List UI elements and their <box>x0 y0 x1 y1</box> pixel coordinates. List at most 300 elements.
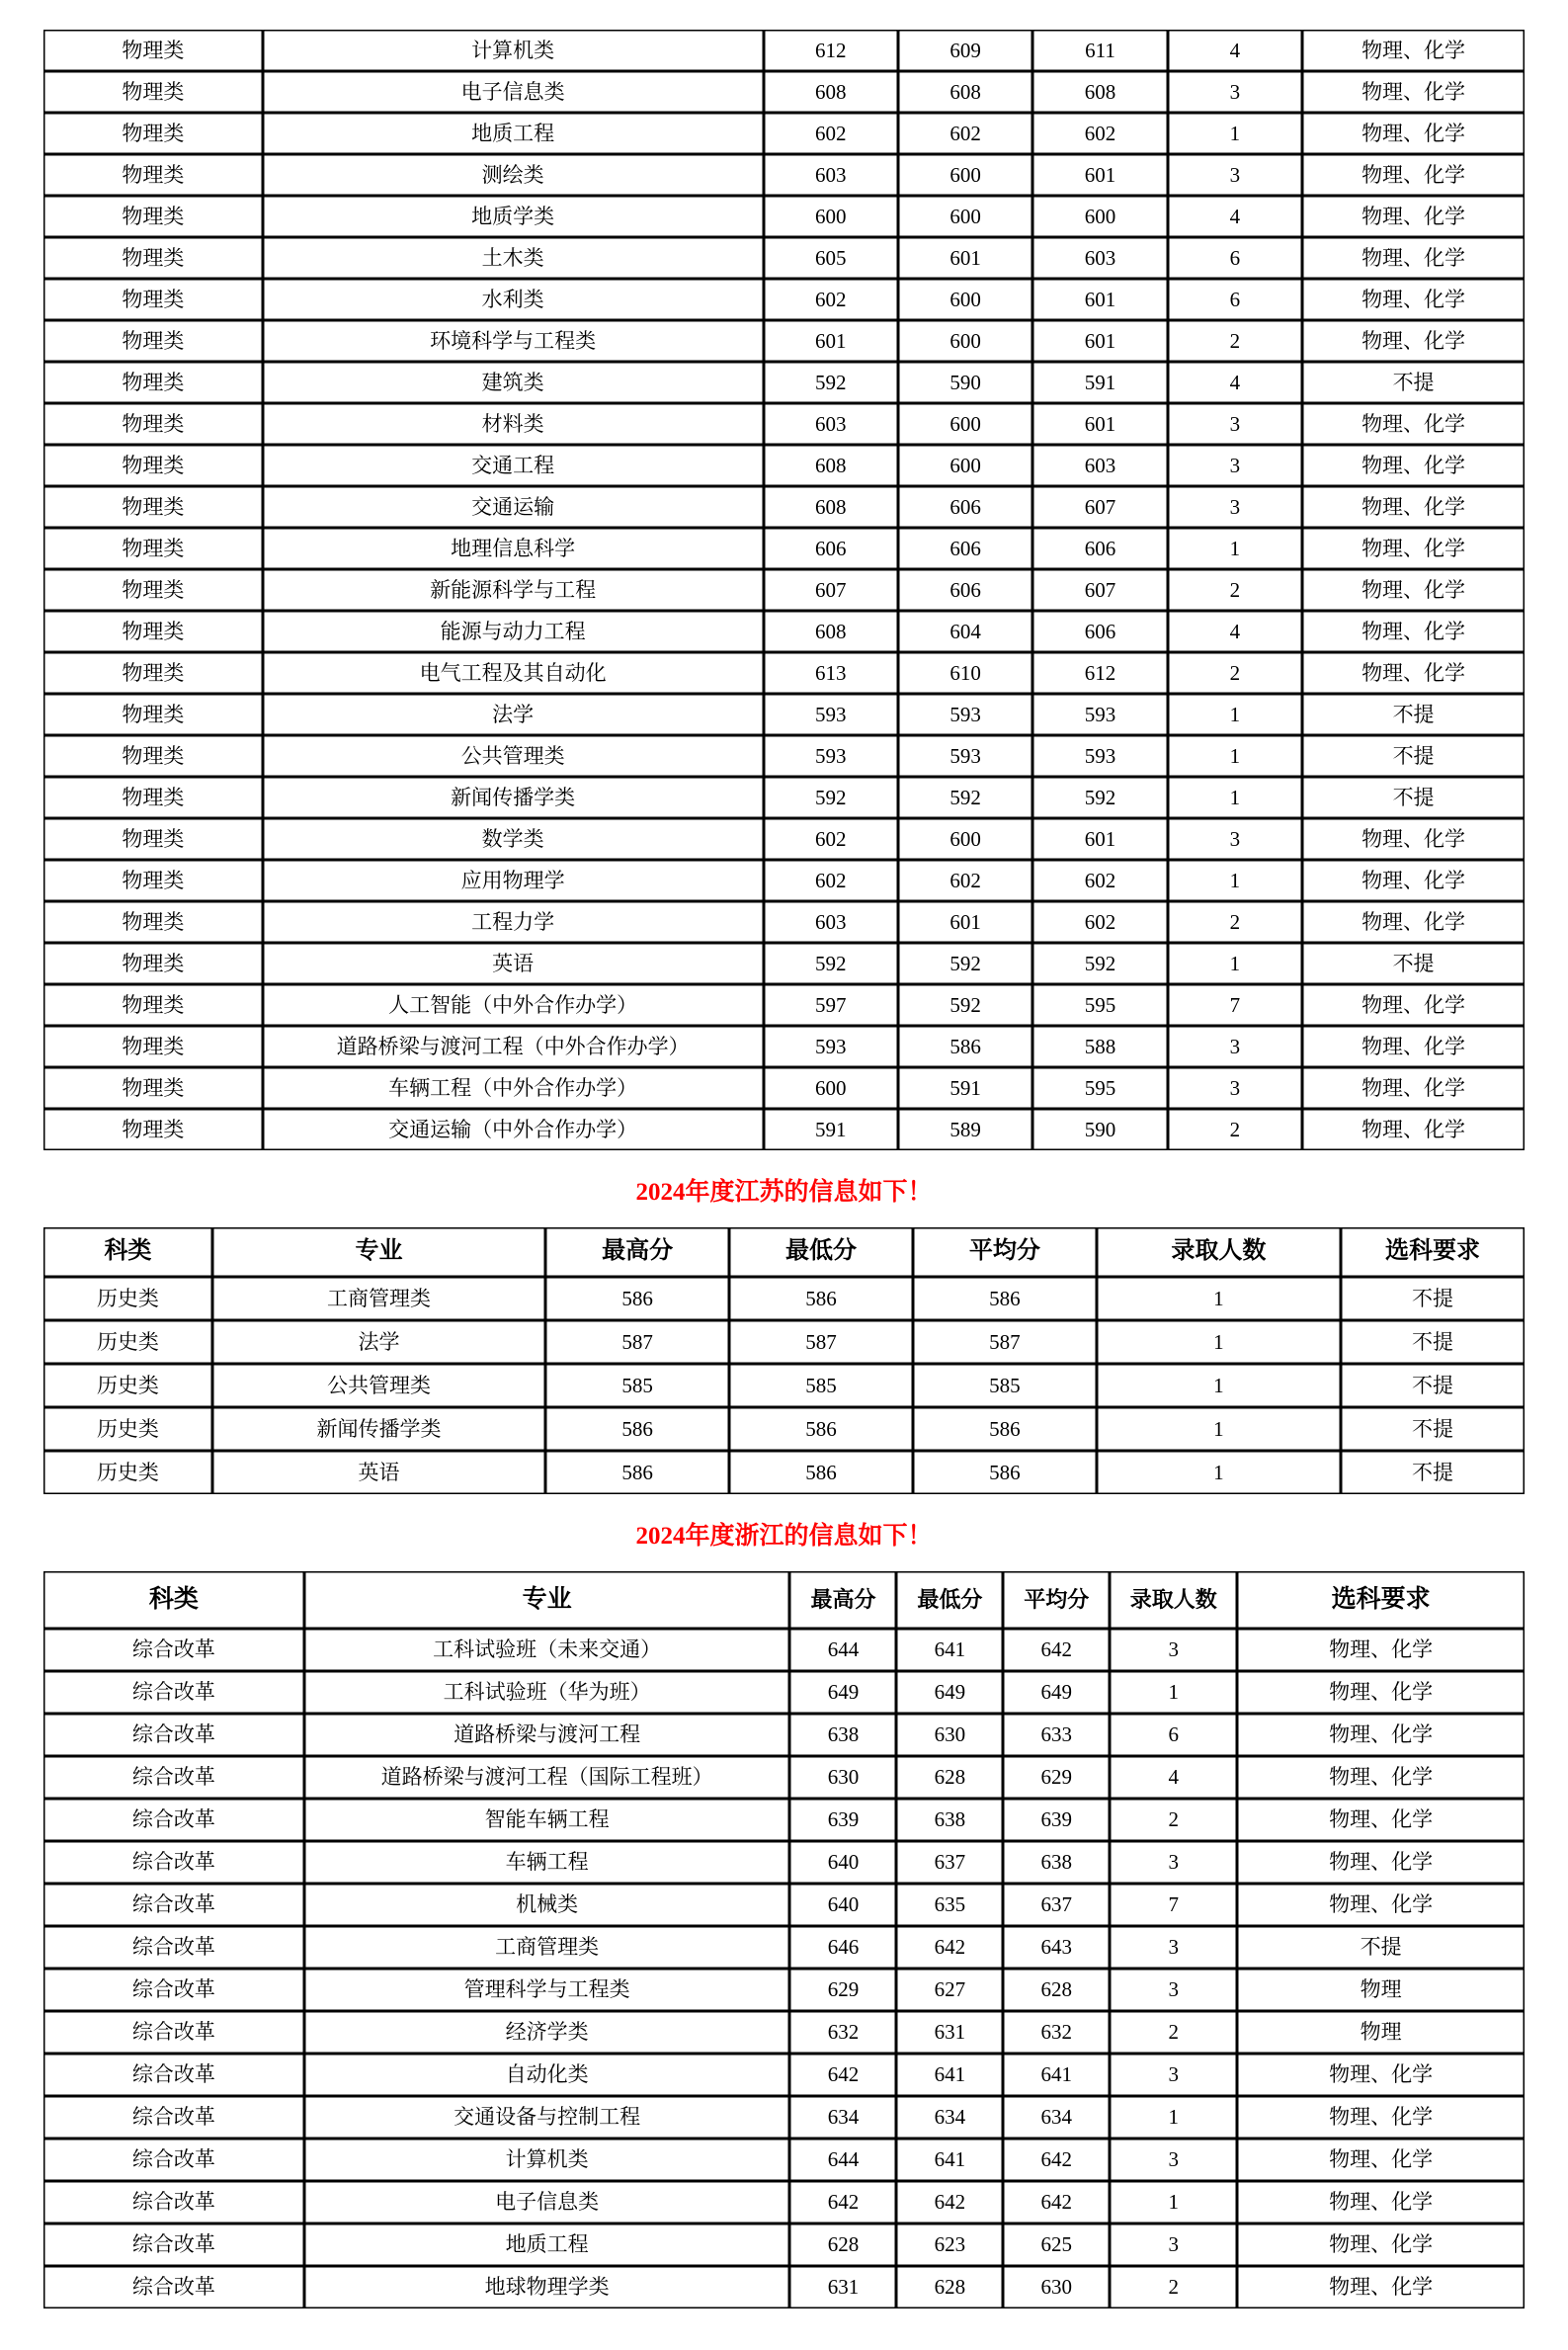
column-header-min: 最低分 <box>729 1227 913 1277</box>
cell-avg: 587 <box>913 1320 1097 1364</box>
cell-num: 1 <box>1168 860 1302 901</box>
cell-min: 592 <box>898 984 1032 1026</box>
cell-num: 3 <box>1168 486 1302 528</box>
cell-avg: 642 <box>1003 2139 1110 2181</box>
cell-kelei: 物理类 <box>43 652 263 694</box>
cell-kelei: 物理类 <box>43 901 263 943</box>
cell-zhuanye: 电子信息类 <box>304 2181 790 2224</box>
cell-max: 642 <box>789 2054 896 2096</box>
cell-req: 物理、化学 <box>1302 569 1525 611</box>
column-header-zhuanye: 专业 <box>212 1227 545 1277</box>
table-row <box>43 1026 1525 1067</box>
cell-kelei: 物理类 <box>43 777 263 818</box>
cell-kelei: 物理类 <box>43 528 263 569</box>
cell-max: 603 <box>764 154 898 196</box>
cell-max: 586 <box>545 1407 729 1451</box>
cell-kelei: 物理类 <box>43 486 263 528</box>
cell-zhuanye: 应用物理学 <box>263 860 764 901</box>
table-row <box>43 1109 1525 1150</box>
cell-zhuanye: 车辆工程（中外合作办学） <box>263 1067 764 1109</box>
cell-kelei: 物理类 <box>43 320 263 362</box>
cell-req: 物理、化学 <box>1237 2054 1525 2096</box>
cell-num: 2 <box>1168 320 1302 362</box>
cell-zhuanye: 管理科学与工程类 <box>304 1969 790 2011</box>
table-row <box>43 362 1525 403</box>
cell-kelei: 综合改革 <box>43 1671 304 1714</box>
cell-req: 物理、化学 <box>1237 1799 1525 1841</box>
cell-zhuanye: 交通工程 <box>263 445 764 486</box>
cell-kelei: 物理类 <box>43 279 263 320</box>
cell-num: 1 <box>1168 528 1302 569</box>
cell-avg: 607 <box>1032 486 1167 528</box>
cell-avg: 602 <box>1032 860 1167 901</box>
cell-num: 2 <box>1168 569 1302 611</box>
table-row <box>43 1756 1525 1799</box>
cell-num: 1 <box>1168 777 1302 818</box>
cell-kelei: 物理类 <box>43 113 263 154</box>
cell-kelei: 物理类 <box>43 735 263 777</box>
cell-kelei: 综合改革 <box>43 1629 304 1671</box>
cell-req: 不提 <box>1341 1364 1525 1407</box>
cell-req: 物理、化学 <box>1302 611 1525 652</box>
cell-avg: 593 <box>1032 735 1167 777</box>
cell-kelei: 物理类 <box>43 1026 263 1067</box>
cell-max: 639 <box>789 1799 896 1841</box>
cell-avg: 593 <box>1032 694 1167 735</box>
cell-num: 3 <box>1110 1969 1237 2011</box>
table-row <box>43 860 1525 901</box>
table-row <box>43 1926 1525 1969</box>
table-row <box>43 2181 1525 2224</box>
table-row <box>43 445 1525 486</box>
cell-zhuanye: 英语 <box>263 943 764 984</box>
cell-kelei: 物理类 <box>43 1109 263 1150</box>
cell-min: 604 <box>898 611 1032 652</box>
cell-avg: 590 <box>1032 1109 1167 1150</box>
table-row <box>43 279 1525 320</box>
cell-min: 606 <box>898 486 1032 528</box>
table-row <box>43 569 1525 611</box>
cell-min: 600 <box>898 154 1032 196</box>
cell-avg: 591 <box>1032 362 1167 403</box>
cell-kelei: 综合改革 <box>43 1714 304 1756</box>
cell-num: 4 <box>1168 611 1302 652</box>
cell-max: 597 <box>764 984 898 1026</box>
cell-zhuanye: 法学 <box>263 694 764 735</box>
cell-max: 608 <box>764 486 898 528</box>
cell-min: 627 <box>896 1969 1003 2011</box>
cell-max: 628 <box>789 2224 896 2266</box>
cell-kelei: 综合改革 <box>43 1841 304 1884</box>
cell-zhuanye: 道路桥梁与渡河工程（国际工程班） <box>304 1756 790 1799</box>
column-header-req: 选科要求 <box>1237 1571 1525 1629</box>
cell-zhuanye: 测绘类 <box>263 154 764 196</box>
cell-num: 3 <box>1168 71 1302 113</box>
cell-num: 4 <box>1168 362 1302 403</box>
cell-min: 600 <box>898 445 1032 486</box>
cell-avg: 585 <box>913 1364 1097 1407</box>
table-row <box>43 1320 1525 1364</box>
cell-num: 3 <box>1168 818 1302 860</box>
cell-kelei: 物理类 <box>43 611 263 652</box>
cell-kelei: 物理类 <box>43 569 263 611</box>
cell-kelei: 物理类 <box>43 196 263 237</box>
cell-kelei: 综合改革 <box>43 2266 304 2308</box>
cell-zhuanye: 水利类 <box>263 279 764 320</box>
cell-avg: 595 <box>1032 984 1167 1026</box>
cell-req: 物理、化学 <box>1302 71 1525 113</box>
cell-max: 600 <box>764 196 898 237</box>
cell-avg: 586 <box>913 1277 1097 1320</box>
cell-req: 物理、化学 <box>1302 279 1525 320</box>
cell-avg: 607 <box>1032 569 1167 611</box>
cell-min: 600 <box>898 279 1032 320</box>
cell-avg: 595 <box>1032 1067 1167 1109</box>
cell-req: 不提 <box>1302 943 1525 984</box>
table-row <box>43 1277 1525 1320</box>
cell-zhuanye: 地质学类 <box>263 196 764 237</box>
cell-avg: 592 <box>1032 777 1167 818</box>
cell-min: 600 <box>898 403 1032 445</box>
cell-avg: 634 <box>1003 2096 1110 2139</box>
jiangsu-admission-table <box>43 1227 1525 1494</box>
cell-req: 物理 <box>1237 2011 1525 2054</box>
cell-zhuanye: 环境科学与工程类 <box>263 320 764 362</box>
cell-avg: 611 <box>1032 30 1167 71</box>
cell-req: 不提 <box>1302 735 1525 777</box>
cell-kelei: 物理类 <box>43 30 263 71</box>
cell-max: 592 <box>764 777 898 818</box>
cell-num: 6 <box>1110 1714 1237 1756</box>
column-header-num: 录取人数 <box>1097 1227 1341 1277</box>
cell-zhuanye: 地质工程 <box>304 2224 790 2266</box>
table-row <box>43 2054 1525 2096</box>
cell-zhuanye: 英语 <box>212 1451 545 1494</box>
cell-req: 物理、化学 <box>1302 113 1525 154</box>
cell-zhuanye: 土木类 <box>263 237 764 279</box>
table-row <box>43 320 1525 362</box>
jiangsu-admission-table-wrapper <box>43 1227 1525 1494</box>
cell-min: 641 <box>896 2054 1003 2096</box>
cell-req: 物理、化学 <box>1302 984 1525 1026</box>
cell-zhuanye: 地球物理学类 <box>304 2266 790 2308</box>
table-row <box>43 71 1525 113</box>
cell-num: 2 <box>1110 1799 1237 1841</box>
cell-kelei: 综合改革 <box>43 2096 304 2139</box>
cell-zhuanye: 能源与动力工程 <box>263 611 764 652</box>
cell-min: 586 <box>729 1407 913 1451</box>
cell-zhuanye: 电气工程及其自动化 <box>263 652 764 694</box>
cell-req: 物理、化学 <box>1302 196 1525 237</box>
cell-max: 587 <box>545 1320 729 1364</box>
table-row <box>43 2266 1525 2308</box>
column-header-kelei: 科类 <box>43 1227 212 1277</box>
cell-req: 物理、化学 <box>1237 2139 1525 2181</box>
cell-max: 629 <box>789 1969 896 2011</box>
cell-avg: 637 <box>1003 1884 1110 1926</box>
cell-avg: 632 <box>1003 2011 1110 2054</box>
table-row <box>43 611 1525 652</box>
cell-kelei: 综合改革 <box>43 1799 304 1841</box>
cell-num: 3 <box>1110 1841 1237 1884</box>
cell-kelei: 综合改革 <box>43 2181 304 2224</box>
cell-min: 586 <box>898 1026 1032 1067</box>
cell-kelei: 综合改革 <box>43 2054 304 2096</box>
table-row <box>43 2011 1525 2054</box>
cell-req: 物理、化学 <box>1237 2266 1525 2308</box>
table-row <box>43 403 1525 445</box>
cell-num: 2 <box>1110 2011 1237 2054</box>
cell-min: 601 <box>898 237 1032 279</box>
cell-zhuanye: 车辆工程 <box>304 1841 790 1884</box>
cell-max: 585 <box>545 1364 729 1407</box>
cell-req: 物理、化学 <box>1302 818 1525 860</box>
zhejiang-table-head <box>43 1571 1525 1629</box>
cell-min: 637 <box>896 1841 1003 1884</box>
cell-req: 物理、化学 <box>1302 445 1525 486</box>
cell-max: 592 <box>764 943 898 984</box>
cell-max: 631 <box>789 2266 896 2308</box>
cell-req: 物理、化学 <box>1237 1671 1525 1714</box>
table-row <box>43 113 1525 154</box>
physics-admission-table-wrapper <box>43 30 1525 1150</box>
cell-kelei: 综合改革 <box>43 1969 304 2011</box>
cell-num: 1 <box>1110 1671 1237 1714</box>
cell-zhuanye: 材料类 <box>263 403 764 445</box>
table-row <box>43 901 1525 943</box>
column-header-max: 最高分 <box>545 1227 729 1277</box>
cell-min: 628 <box>896 1756 1003 1799</box>
cell-kelei: 综合改革 <box>43 2224 304 2266</box>
cell-req: 物理、化学 <box>1302 1026 1525 1067</box>
cell-zhuanye: 建筑类 <box>263 362 764 403</box>
cell-min: 606 <box>898 569 1032 611</box>
table-row <box>43 2224 1525 2266</box>
cell-kelei: 历史类 <box>43 1451 212 1494</box>
zhejiang-section-heading: 2024年度浙江的信息如下！ <box>635 1523 933 1550</box>
cell-min: 635 <box>896 1884 1003 1926</box>
table-row <box>43 30 1525 71</box>
physics-admission-table <box>43 30 1525 1150</box>
cell-zhuanye: 自动化类 <box>304 2054 790 2096</box>
cell-avg: 649 <box>1003 1671 1110 1714</box>
cell-avg: 606 <box>1032 528 1167 569</box>
cell-kelei: 物理类 <box>43 403 263 445</box>
cell-num: 1 <box>1097 1451 1341 1494</box>
column-header-min: 最低分 <box>896 1571 1003 1629</box>
table-row <box>43 1067 1525 1109</box>
cell-kelei: 物理类 <box>43 71 263 113</box>
cell-num: 1 <box>1097 1364 1341 1407</box>
column-header-max: 最高分 <box>789 1571 896 1629</box>
cell-kelei: 物理类 <box>43 984 263 1026</box>
cell-min: 592 <box>898 943 1032 984</box>
cell-max: 608 <box>764 611 898 652</box>
cell-min: 600 <box>898 320 1032 362</box>
cell-zhuanye: 工程力学 <box>263 901 764 943</box>
cell-max: 593 <box>764 694 898 735</box>
table-row <box>43 237 1525 279</box>
cell-max: 644 <box>789 2139 896 2181</box>
cell-avg: 642 <box>1003 2181 1110 2224</box>
cell-kelei: 历史类 <box>43 1320 212 1364</box>
cell-max: 593 <box>764 735 898 777</box>
zhejiang-admission-table-wrapper <box>43 1571 1525 2308</box>
cell-min: 587 <box>729 1320 913 1364</box>
cell-kelei: 历史类 <box>43 1364 212 1407</box>
cell-req: 不提 <box>1302 362 1525 403</box>
cell-avg: 639 <box>1003 1799 1110 1841</box>
cell-zhuanye: 交通设备与控制工程 <box>304 2096 790 2139</box>
cell-zhuanye: 新闻传播学类 <box>263 777 764 818</box>
cell-max: 640 <box>789 1884 896 1926</box>
cell-num: 4 <box>1168 30 1302 71</box>
cell-max: 603 <box>764 901 898 943</box>
cell-zhuanye: 工商管理类 <box>304 1926 790 1969</box>
cell-min: 623 <box>896 2224 1003 2266</box>
cell-kelei: 物理类 <box>43 1067 263 1109</box>
cell-max: 638 <box>789 1714 896 1756</box>
cell-num: 1 <box>1097 1277 1341 1320</box>
cell-req: 物理、化学 <box>1302 486 1525 528</box>
cell-avg: 641 <box>1003 2054 1110 2096</box>
cell-kelei: 物理类 <box>43 694 263 735</box>
cell-req: 物理、化学 <box>1302 403 1525 445</box>
cell-zhuanye: 智能车辆工程 <box>304 1799 790 1841</box>
cell-num: 1 <box>1097 1320 1341 1364</box>
table-row <box>43 984 1525 1026</box>
cell-req: 物理、化学 <box>1237 1714 1525 1756</box>
cell-req: 不提 <box>1341 1320 1525 1364</box>
cell-num: 3 <box>1110 1629 1237 1671</box>
cell-min: 601 <box>898 901 1032 943</box>
table-row <box>43 196 1525 237</box>
cell-min: 649 <box>896 1671 1003 1714</box>
cell-max: 593 <box>764 1026 898 1067</box>
cell-zhuanye: 电子信息类 <box>263 71 764 113</box>
cell-num: 6 <box>1168 279 1302 320</box>
cell-num: 2 <box>1168 1109 1302 1150</box>
cell-req: 不提 <box>1302 694 1525 735</box>
cell-zhuanye: 机械类 <box>304 1884 790 1926</box>
table-row <box>43 1407 1525 1451</box>
cell-num: 2 <box>1168 901 1302 943</box>
cell-avg: 601 <box>1032 279 1167 320</box>
column-header-zhuanye: 专业 <box>304 1571 790 1629</box>
cell-kelei: 物理类 <box>43 445 263 486</box>
cell-min: 593 <box>898 694 1032 735</box>
cell-zhuanye: 交通运输 <box>263 486 764 528</box>
cell-min: 586 <box>729 1451 913 1494</box>
jiangsu-section-heading: 2024年度江苏的信息如下！ <box>635 1179 933 1206</box>
table-row <box>43 1629 1525 1671</box>
cell-num: 4 <box>1110 1756 1237 1799</box>
cell-max: 602 <box>764 860 898 901</box>
table-row <box>43 777 1525 818</box>
column-header-kelei: 科类 <box>43 1571 304 1629</box>
table-row <box>43 818 1525 860</box>
cell-avg: 600 <box>1032 196 1167 237</box>
cell-zhuanye: 工商管理类 <box>212 1277 545 1320</box>
cell-max: 602 <box>764 279 898 320</box>
document-page <box>0 30 1568 2350</box>
column-header-num: 录取人数 <box>1110 1571 1237 1629</box>
cell-req: 物理、化学 <box>1302 860 1525 901</box>
cell-kelei: 历史类 <box>43 1277 212 1320</box>
cell-kelei: 物理类 <box>43 943 263 984</box>
jiangsu-table-head <box>43 1227 1525 1277</box>
cell-kelei: 历史类 <box>43 1407 212 1451</box>
cell-min: 585 <box>729 1364 913 1407</box>
cell-min: 641 <box>896 2139 1003 2181</box>
table-row <box>43 486 1525 528</box>
cell-max: 644 <box>789 1629 896 1671</box>
cell-min: 600 <box>898 818 1032 860</box>
cell-max: 613 <box>764 652 898 694</box>
cell-avg: 602 <box>1032 901 1167 943</box>
table-header-row <box>43 1571 1525 1629</box>
cell-min: 593 <box>898 735 1032 777</box>
cell-avg: 642 <box>1003 1629 1110 1671</box>
cell-avg: 586 <box>913 1407 1097 1451</box>
table-row <box>43 1364 1525 1407</box>
cell-max: 634 <box>789 2096 896 2139</box>
cell-avg: 606 <box>1032 611 1167 652</box>
table-row <box>43 1884 1525 1926</box>
zhejiang-admission-table <box>43 1571 1525 2308</box>
cell-num: 3 <box>1168 403 1302 445</box>
cell-min: 602 <box>898 113 1032 154</box>
cell-avg: 612 <box>1032 652 1167 694</box>
cell-max: 606 <box>764 528 898 569</box>
cell-num: 2 <box>1168 652 1302 694</box>
cell-min: 586 <box>729 1277 913 1320</box>
cell-max: 607 <box>764 569 898 611</box>
cell-kelei: 综合改革 <box>43 2011 304 2054</box>
table-row <box>43 528 1525 569</box>
cell-avg: 625 <box>1003 2224 1110 2266</box>
cell-max: 600 <box>764 1067 898 1109</box>
table-row <box>43 652 1525 694</box>
cell-avg: 633 <box>1003 1714 1110 1756</box>
cell-max: 642 <box>789 2181 896 2224</box>
table-row <box>43 1969 1525 2011</box>
cell-zhuanye: 新闻传播学类 <box>212 1407 545 1451</box>
cell-num: 3 <box>1110 2054 1237 2096</box>
cell-req: 物理、化学 <box>1302 154 1525 196</box>
cell-avg: 588 <box>1032 1026 1167 1067</box>
column-header-req: 选科要求 <box>1341 1227 1525 1277</box>
cell-avg: 601 <box>1032 818 1167 860</box>
cell-num: 7 <box>1168 984 1302 1026</box>
table-row <box>43 1841 1525 1884</box>
cell-req: 物理、化学 <box>1302 528 1525 569</box>
cell-min: 606 <box>898 528 1032 569</box>
cell-req: 物理、化学 <box>1302 652 1525 694</box>
cell-req: 物理、化学 <box>1237 1884 1525 1926</box>
table-row <box>43 1714 1525 1756</box>
cell-req: 物理 <box>1237 1969 1525 2011</box>
cell-avg: 608 <box>1032 71 1167 113</box>
cell-req: 不提 <box>1341 1277 1525 1320</box>
table-row <box>43 735 1525 777</box>
cell-max: 646 <box>789 1926 896 1969</box>
cell-kelei: 物理类 <box>43 818 263 860</box>
cell-min: 642 <box>896 2181 1003 2224</box>
cell-num: 1 <box>1168 735 1302 777</box>
cell-req: 不提 <box>1237 1926 1525 1969</box>
cell-max: 630 <box>789 1756 896 1799</box>
